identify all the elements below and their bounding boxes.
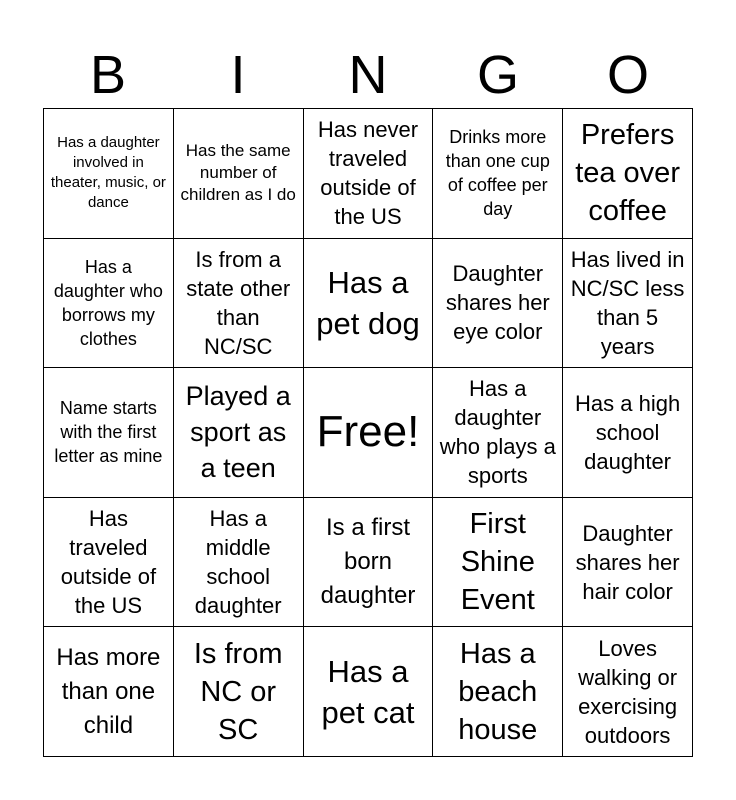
cell-text: First Shine Event xyxy=(460,508,535,617)
cell-text: Drinks more than one cup of coffee per day xyxy=(445,127,550,220)
cell-text: Played a sport as a teen xyxy=(185,381,291,484)
bingo-board xyxy=(43,108,693,757)
bingo-cell-r2-c2[interactable] xyxy=(174,239,304,369)
bingo-cell-r3-c5[interactable] xyxy=(563,368,693,498)
bingo-cell-r1-c2[interactable] xyxy=(174,109,304,239)
cell-text: Has more than one child xyxy=(56,643,161,739)
cell-text: Has lived in NC/SC less than 5 years xyxy=(570,246,685,359)
bingo-cell-r1-c4[interactable] xyxy=(433,109,563,239)
bingo-cell-r2-c3[interactable] xyxy=(304,239,434,369)
cell-text: Is from NC or SC xyxy=(193,637,283,746)
cell-text: Name starts with the first letter as mine xyxy=(54,398,163,467)
cell-text: Prefers tea over coffee xyxy=(575,119,680,228)
bingo-cell-free[interactable] xyxy=(304,368,434,498)
header-letter-n: N xyxy=(348,45,388,105)
cell-text: Has the same number of children as I do xyxy=(180,141,296,205)
bingo-cell-r3-c1[interactable] xyxy=(44,368,174,498)
cell-text: Has a pet cat xyxy=(321,653,415,730)
bingo-cell-r4-c5[interactable] xyxy=(563,498,693,628)
bingo-cell-r4-c3[interactable] xyxy=(304,498,434,628)
cell-text: Has a daughter who plays a sports xyxy=(439,376,556,489)
cell-text: Has a daughter involved in theater, music, or dance xyxy=(50,134,166,212)
free-space-text: Free! xyxy=(316,407,420,457)
bingo-cell-r5-c1[interactable] xyxy=(44,627,174,757)
bingo-cell-r5-c5[interactable] xyxy=(563,627,693,757)
bingo-cell-r4-c2[interactable] xyxy=(174,498,304,628)
cell-text: Has a high school daughter xyxy=(575,390,681,474)
cell-text: Has a daughter who borrows my clothes xyxy=(53,256,163,349)
bingo-cell-r4-c4[interactable] xyxy=(433,498,563,628)
bingo-cell-r4-c1[interactable] xyxy=(44,498,174,628)
bingo-cell-r3-c4[interactable] xyxy=(433,368,563,498)
header-letter-o: O xyxy=(606,45,649,105)
cell-text: Has a pet dog xyxy=(316,264,420,341)
bingo-cell-r2-c4[interactable] xyxy=(433,239,563,369)
bingo-cell-r1-c1[interactable] xyxy=(44,109,174,239)
bingo-cell-r5-c3[interactable] xyxy=(304,627,434,757)
bingo-cell-r5-c4[interactable] xyxy=(433,627,563,757)
header-letter-i: I xyxy=(230,45,246,105)
header-letter-b: B xyxy=(89,45,127,105)
bingo-header xyxy=(43,44,693,106)
cell-text: Has a middle school daughter xyxy=(194,506,282,619)
bingo-cell-r1-c3[interactable] xyxy=(304,109,434,239)
bingo-cell-r1-c5[interactable] xyxy=(563,109,693,239)
cell-text: Has never traveled outside of the US xyxy=(317,117,419,230)
cell-text: Daughter shares her hair color xyxy=(575,520,680,604)
cell-text: Loves walking or exercising outdoors xyxy=(578,635,678,748)
cell-text: Has a beach house xyxy=(458,637,538,746)
header-letter-g: G xyxy=(476,45,519,105)
bingo-cell-r5-c2[interactable] xyxy=(174,627,304,757)
cell-text: Is a first born daughter xyxy=(320,514,416,610)
bingo-cell-r3-c2[interactable] xyxy=(174,368,304,498)
cell-text: Has traveled outside of the US xyxy=(60,506,157,619)
bingo-cell-r2-c5[interactable] xyxy=(563,239,693,369)
cell-text: Daughter shares her eye color xyxy=(445,261,550,345)
cell-text: Is from a state other than NC/SC xyxy=(186,246,291,359)
bingo-cell-r2-c1[interactable] xyxy=(44,239,174,369)
